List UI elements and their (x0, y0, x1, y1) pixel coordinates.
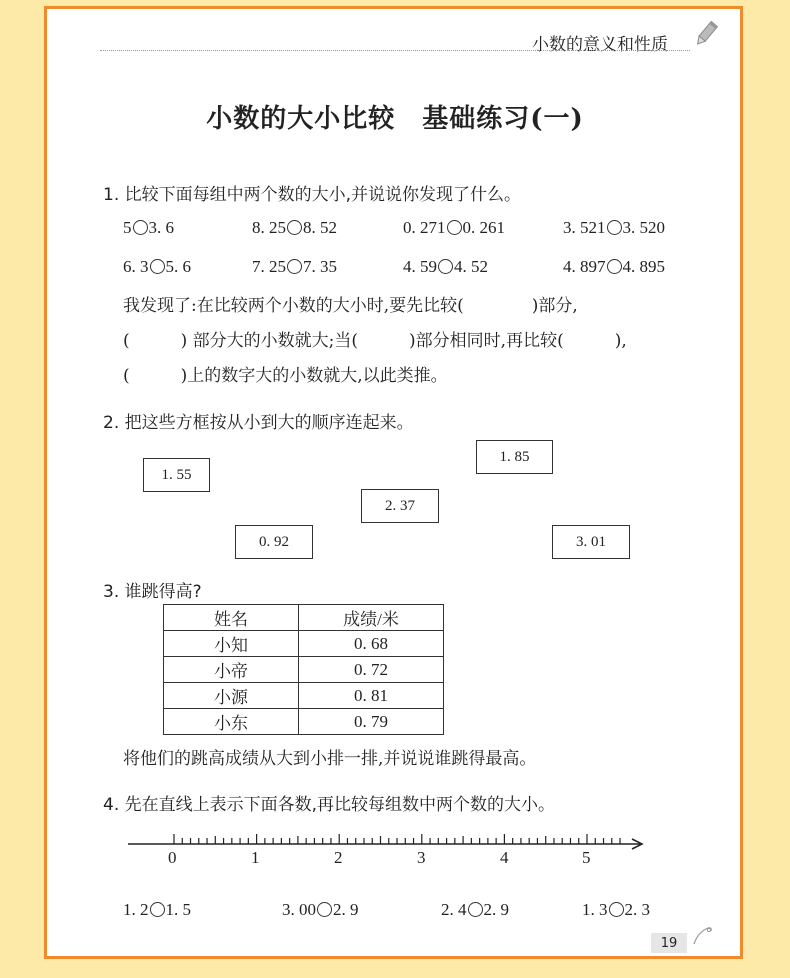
fill-in-line-2: ( ) 部分大的小数就大;当( )部分相同时,再比较( ), (123, 331, 627, 351)
fill-in-line-1: 我发现了:在比较两个小数的大小时,要先比较( )部分, (123, 296, 578, 316)
answer-circle[interactable] (607, 220, 622, 235)
axis-tick-label: 4 (500, 848, 509, 867)
table-cell: 0. 68 (299, 631, 444, 657)
section-title: 小数的意义和性质 (532, 35, 668, 55)
answer-circle[interactable] (317, 902, 332, 917)
table-cell: 0. 72 (299, 657, 444, 683)
axis-tick-label: 2 (334, 848, 343, 867)
column-header: 成绩/米 (299, 605, 444, 631)
comparison-item: 6. 3 5. 6 (123, 257, 191, 276)
number-box[interactable]: 0. 92 (235, 525, 313, 559)
comparison-item: 5 3. 6 (123, 218, 174, 237)
comparison-item: 2. 4 2. 9 (441, 900, 509, 919)
table-header-row (164, 605, 444, 631)
number-line[interactable] (120, 826, 660, 856)
pencil-icon (694, 20, 718, 48)
axis-tick-label: 0 (168, 848, 177, 867)
answer-circle[interactable] (609, 902, 624, 917)
comparison-item: 4. 59 4. 52 (403, 257, 488, 276)
table-row (164, 709, 444, 735)
number-box[interactable]: 1. 85 (476, 440, 553, 474)
answer-circle[interactable] (150, 902, 165, 917)
scores-table (163, 604, 444, 735)
header-divider (100, 50, 690, 51)
table-cell: 0. 81 (299, 683, 444, 709)
comparison-item: 1. 2 1. 5 (123, 900, 191, 919)
comparison-item: 4. 897 4. 895 (563, 257, 665, 276)
comparison-item: 8. 25 8. 52 (252, 218, 337, 237)
question-3-prompt: 3. 谁跳得高? (103, 582, 202, 602)
page-number: 19 (651, 933, 687, 953)
answer-circle[interactable] (447, 220, 462, 235)
table-cell: 小帝 (164, 657, 299, 683)
answer-circle[interactable] (438, 259, 453, 274)
answer-circle[interactable] (468, 902, 483, 917)
axis-tick-label: 3 (417, 848, 426, 867)
number-box[interactable]: 3. 01 (552, 525, 630, 559)
fill-in-line-3: ( )上的数字大的小数就大,以此类推。 (123, 366, 448, 386)
question-1-prompt: 1. 比较下面每组中两个数的大小,并说说你发现了什么。 (103, 185, 522, 205)
table-row (164, 631, 444, 657)
number-box[interactable]: 2. 37 (361, 489, 439, 523)
swirl-decoration-icon (690, 922, 716, 948)
answer-circle[interactable] (150, 259, 165, 274)
q3-instruction: 将他们的跳高成绩从大到小排一排,并说说谁跳得最高。 (123, 749, 537, 769)
table-cell: 0. 79 (299, 709, 444, 735)
comparison-item: 7. 25 7. 35 (252, 257, 337, 276)
answer-circle[interactable] (287, 259, 302, 274)
comparison-item: 3. 00 2. 9 (282, 900, 359, 919)
table-row (164, 683, 444, 709)
answer-circle[interactable] (133, 220, 148, 235)
table-cell: 小源 (164, 683, 299, 709)
number-box[interactable]: 1. 55 (143, 458, 210, 492)
answer-circle[interactable] (607, 259, 622, 274)
question-4-prompt: 4. 先在直线上表示下面各数,再比较每组数中两个数的大小。 (103, 795, 556, 815)
comparison-item: 0. 271 0. 261 (403, 218, 505, 237)
axis-tick-label: 5 (582, 848, 591, 867)
comparison-item: 3. 521 3. 520 (563, 218, 665, 237)
table-cell: 小东 (164, 709, 299, 735)
axis-tick-label: 1 (251, 848, 260, 867)
table-cell: 小知 (164, 631, 299, 657)
question-2-prompt: 2. 把这些方框按从小到大的顺序连起来。 (103, 413, 414, 433)
answer-circle[interactable] (287, 220, 302, 235)
page-title: 小数的大小比较 基础练习(一) (206, 104, 584, 134)
comparison-item: 1. 3 2. 3 (582, 900, 650, 919)
column-header: 姓名 (164, 605, 299, 631)
table-row (164, 657, 444, 683)
